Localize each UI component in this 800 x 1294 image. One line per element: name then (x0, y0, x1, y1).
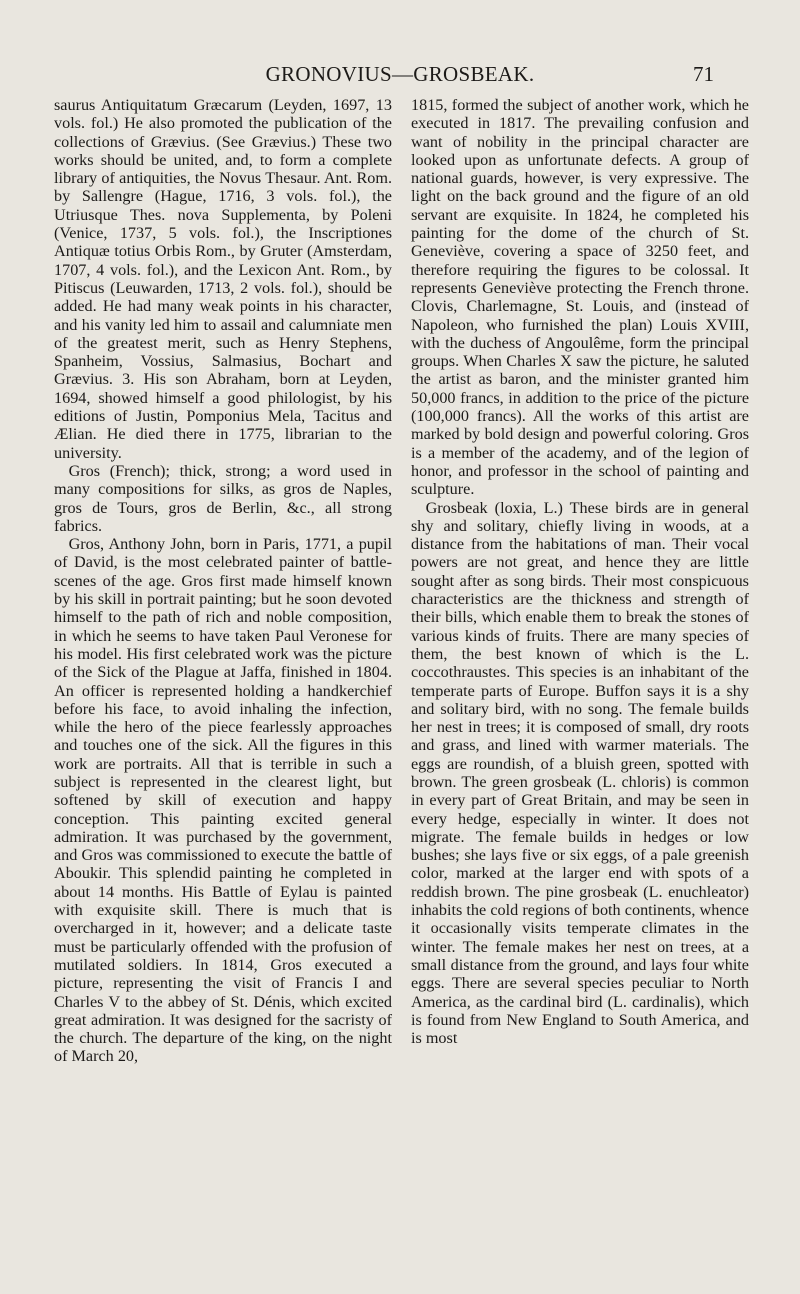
page-header (0, 62, 800, 92)
left-column (54, 96, 392, 1066)
page-number: 71 (693, 62, 714, 86)
entry-gros-french: Gros (French); thick, strong; a word used in many compositions for silks, as gros de Naples, gros de Tours, gros de Berlin, &c., all strong fabrics. (54, 461, 392, 535)
entry-grosbeak: Grosbeak (loxia, L.) These birds are in general shy and solitary, chiefly living in woods, at a distance from the habitations of man. Their vocal powers are not great, and hence they are little sought after as song birds. Their most conspicuous characteristics are the thickness and strength of their bills, which enable them to break the stones of various kinds of fruits. There are many species of them, the best known of which is the L. coccothraustes. This species is an inhabitant of the temperate parts of Europe. Buffon says it is a shy and solitary bird, with no song. The female builds her nest in trees; it is composed of small, dry roots and grass, and lined with warmer materials. The eggs are roundish, of a bluish green, spotted with brown. The green grosbeak (L. chloris) is common in every part of Great Britain, and may be seen in every hedge, especially in winter. It does not migrate. The female builds in hedges or low bushes; she lays five or six eggs, of a pale greenish color, marked at the larger end with spots of a reddish brown. The pine grosbeak (L. enuchleator) inhabits the cold regions of both continents, whence it occasionally visits temperate climates in the winter. The female makes her nest on trees, at a small distance from the ground, and lays four white eggs. There are several species peculiar to North America, as the cardinal bird (L. cardinalis), which is found from New England to South America, and is most (411, 498, 749, 1048)
paragraph-thesaurus-continuation: saurus Antiquitatum Græcarum (Leyden, 1697, 13 vols. fol.) He also promoted the publication of the collections of Grævius. (See Grævius.) These two works should be united, and, to form a complete library of antiquities, the Novus Thesaur. Ant. Rom. by Sallengre (Hague, 1716, 3 vols. fol.), the Utriusque Thes. nova Supplementa, by Poleni (Venice, 1737, 5 vols. fol.), the Inscriptiones Antiquæ totius Orbis Rom., by Gruter (Amsterdam, 1707, 4 vols. fol.), and the Lexicon Ant. Rom., by Pitiscus (Leuwarden, 1713, 2 vols. fol.), should be added. He had many weak points in his character, and his vanity led him to assail and calumniate men of the greatest merit, such as Henry Stephens, Spanheim, Vossius, Salmasius, Bochart and Grævius. 3. His son Abraham, born at Leyden, 1694, showed himself a good philologist, by his editions of Justin, Pomponius Mela, Tacitus and Ælian. He died there in 1775, librarian to the university. (54, 96, 392, 462)
running-head: GRONOVIUS—GROSBEAK. (265, 62, 535, 86)
paragraph-gros-continuation: 1815, formed the subject of another work, which he executed in 1817. The prevailing confusion and want of nobility in the principal character are looked upon as unfortunate defects. A group of national guards, however, is very expressive. The light on the back ground and the figure of an old servant are exquisite. In 1824, he completed his painting for the dome of the church of St. Geneviève, covering a space of 3250 feet, and therefore requiring the figures to be colossal. It represents Geneviève protecting the French throne. Clovis, Charlemagne, St. Louis, and (instead of Napoleon, who furnished the plan) Louis XVIII, with the duchess of Angoulême, form the principal groups. When Charles X saw the picture, he saluted the artist as baron, and the minister granted him 50,000 francs, in addition to the price of the picture (100,000 francs). All the works of this artist are marked by bold design and powerful coloring. Gros is a member of the academy, and of the legion of honor, and professor in the school of painting and sculpture. (411, 96, 749, 499)
right-column (411, 96, 749, 1047)
entry-gros-anthony-john: Gros, Anthony John, born in Paris, 1771, a pupil of David, is the most celebrated painter of battle-scenes of the age. Gros first made himself known by his skill in portrait painting; but he soon devoted himself to the path of rich and noble composition, in which he seems to have taken Paul Veronese for his model. His first celebrated work was the picture of the Sick of the Plague at Jaffa, finished in 1804. An officer is represented holding a handkerchief before his face, to avoid inhaling the infection, while the hero of the piece fearlessly approaches and touches one of the sick. All the figures in this work are portraits. All that is terrible in such a subject is represented in the clearest light, but softened by skill of execution and happy conception. This painting excited general admiration. It was purchased by the government, and Gros was commissioned to execute the battle of Aboukir. This splendid painting he completed in about 14 months. His Battle of Eylau is painted with exquisite skill. There is much that is overcharged in it, however; and a delicate taste must be particularly offended with the profusion of mutilated soldiers. In 1814, Gros executed a picture, representing the visit of Francis I and Charles V to the abbey of St. Dénis, which excited great admiration. It was designed for the sacristy of the church. The departure of the king, on the night of March 20, (54, 535, 392, 1066)
